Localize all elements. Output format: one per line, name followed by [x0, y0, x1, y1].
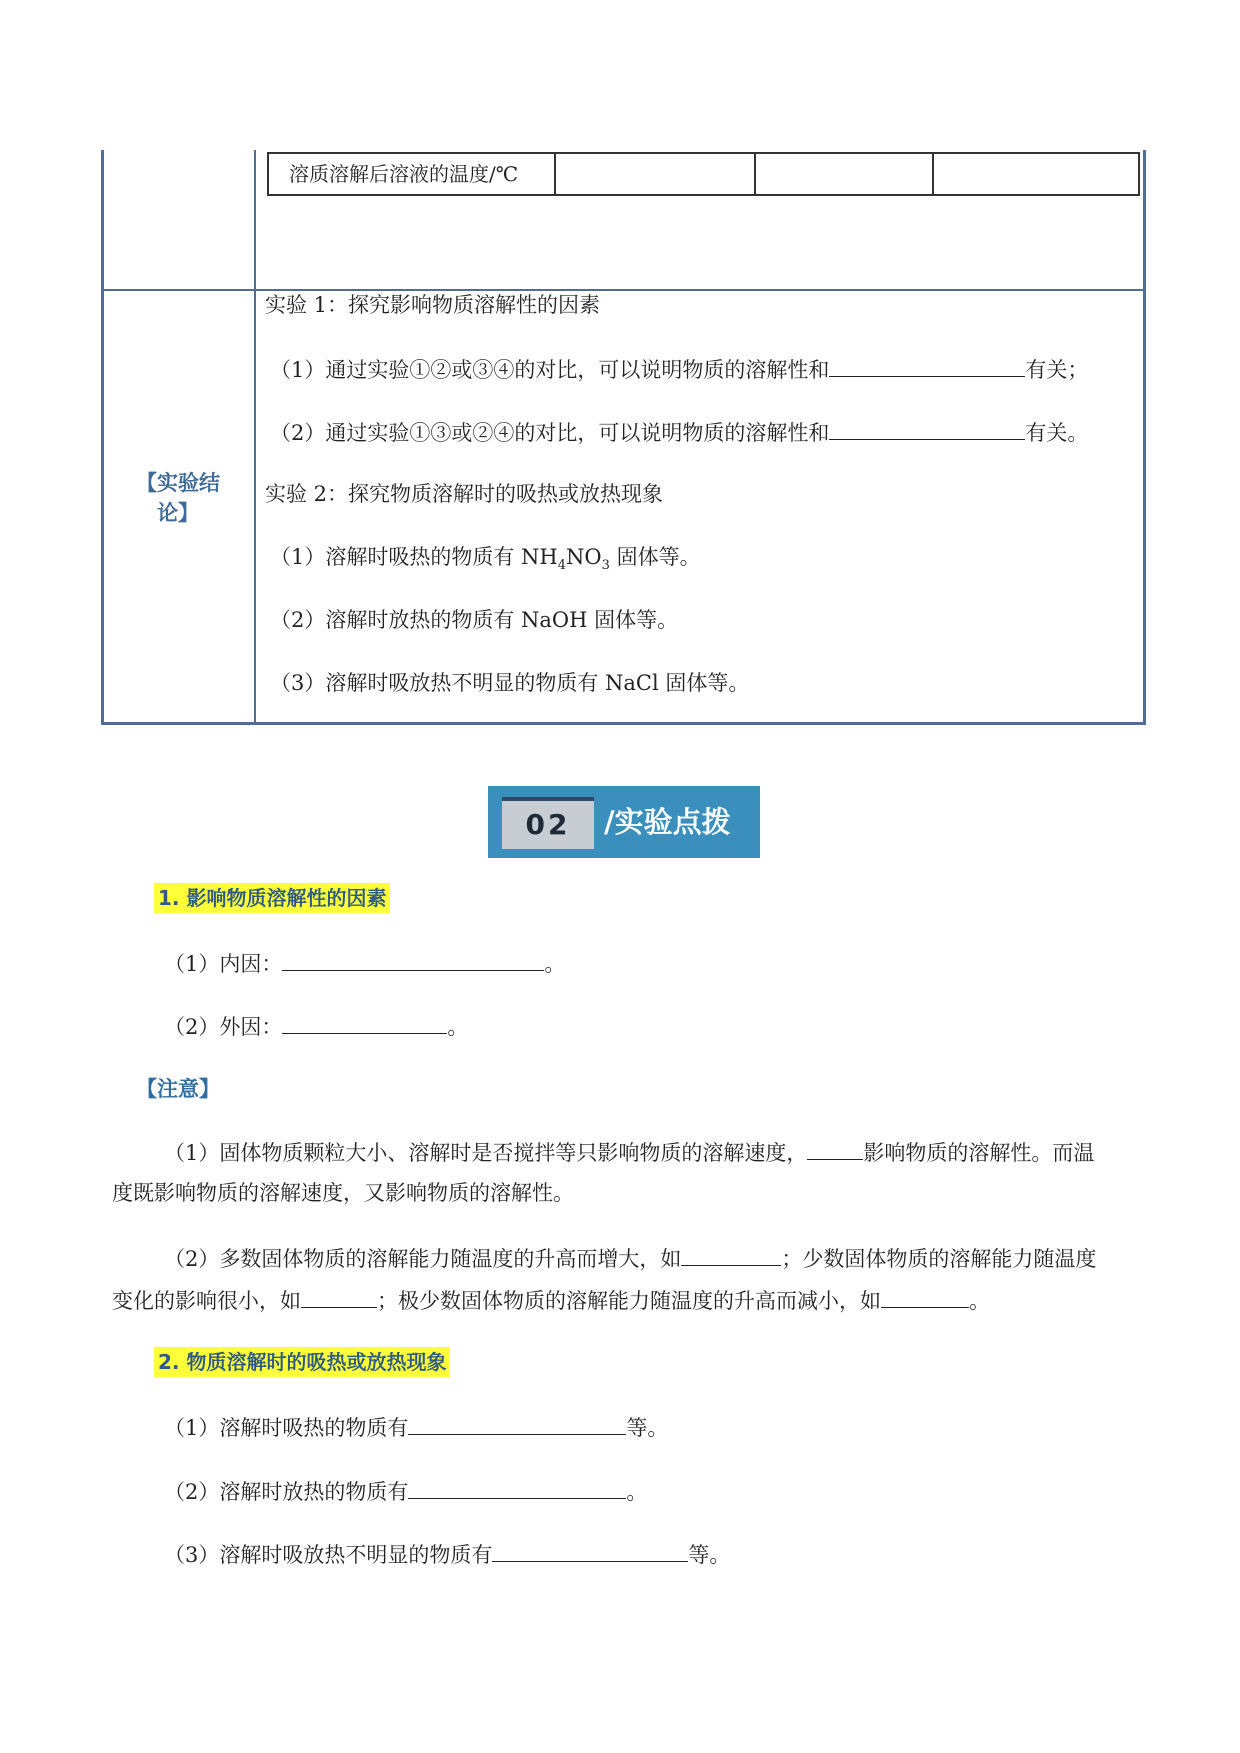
exp2-item1: （1）溶解时吸热的物质有 $NH_4NO_3$ 固体等。 [270, 545, 701, 574]
note-p1-line1: （1）固体物质颗粒大小、溶解时是否搅拌等只影响物质的溶解速度， 影响物质的溶解性。而温 [164, 1137, 1094, 1167]
answer-blank[interactable] [681, 1243, 781, 1266]
section-number: 02 [502, 797, 594, 849]
exp1-item2: （2）通过实验①③或②④的对比，可以说明物质的溶解性和 有关。 [270, 417, 1088, 447]
section1-item2: （2）外因： 。 [164, 1011, 468, 1041]
answer-blank[interactable] [408, 1476, 626, 1499]
temperature-row-label: 溶质溶解后溶液的温度/℃ [269, 154, 556, 194]
section1-item1: （1）内因： 。 [164, 948, 565, 978]
experiment-table [101, 150, 1146, 725]
table-row-divider [104, 289, 1143, 291]
note-p2-line1: （2）多数固体物质的溶解能力随温度的升高而增大，如 ；少数固体物质的溶解能力随温度 [164, 1243, 1096, 1273]
exp1-title: 实验 1：探究影响物质溶解性的因素 [265, 293, 601, 317]
answer-blank[interactable] [492, 1539, 688, 1562]
section1-heading: 1. 影响物质溶解性的因素 [154, 883, 390, 913]
table-column-divider [254, 150, 256, 722]
answer-blank[interactable] [408, 1412, 626, 1435]
answer-blank[interactable] [301, 1285, 377, 1308]
note-p1-line2: 度既影响物质的溶解速度，又影响物质的溶解性。 [112, 1181, 574, 1205]
conclusion-row-label: 【实验结论】 [136, 471, 220, 525]
note-heading: 【注意】 [136, 1077, 220, 1101]
temperature-cell[interactable] [556, 154, 756, 194]
answer-blank[interactable] [282, 1011, 447, 1034]
answer-blank[interactable] [829, 354, 1025, 377]
exp2-title: 实验 2：探究物质溶解时的吸热或放热现象 [265, 482, 664, 506]
section2-item2: （2）溶解时放热的物质有 。 [164, 1476, 647, 1506]
exp2-item2: （2）溶解时放热的物质有 NaOH 固体等。 [270, 608, 679, 632]
section2-item1: （1）溶解时吸热的物质有 等。 [164, 1412, 668, 1442]
temperature-cell[interactable] [756, 154, 934, 194]
section-banner [488, 786, 760, 858]
answer-blank[interactable] [881, 1285, 969, 1308]
answer-blank[interactable] [282, 948, 544, 971]
section2-heading: 2. 物质溶解时的吸热或放热现象 [154, 1347, 450, 1377]
temperature-table [267, 152, 1140, 196]
section-title: /实验点拨 [604, 805, 731, 839]
section2-item3: （3）溶解时吸放热不明显的物质有 等。 [164, 1539, 730, 1569]
exp2-item3: （3）溶解时吸放热不明显的物质有 NaCl 固体等。 [270, 671, 750, 695]
answer-blank[interactable] [807, 1137, 863, 1160]
temperature-cell[interactable] [934, 154, 1118, 194]
exp1-item1: （1）通过实验①②或③④的对比，可以说明物质的溶解性和 有关； [270, 354, 1088, 384]
note-p2-line2: 变化的影响很小，如 ；极少数固体物质的溶解能力随温度的升高而减小，如 。 [112, 1285, 990, 1315]
answer-blank[interactable] [829, 417, 1025, 440]
